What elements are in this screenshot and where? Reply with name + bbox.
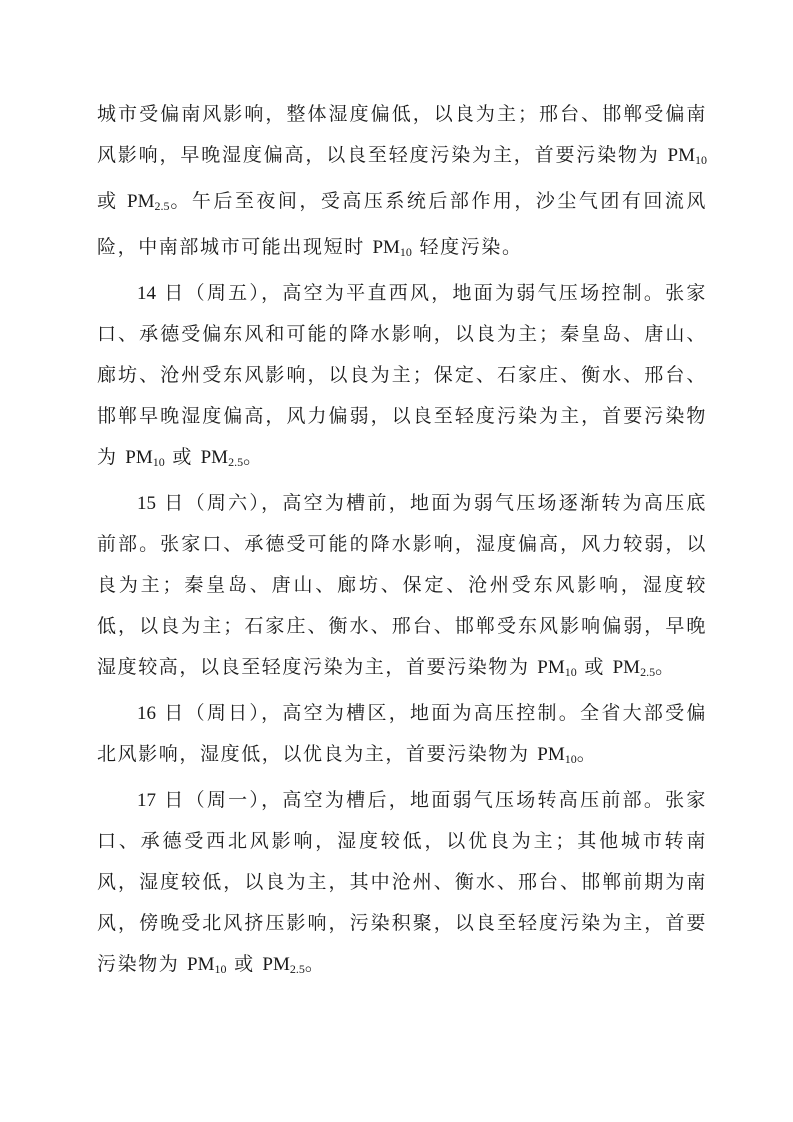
subscript-text: 10: [564, 665, 577, 679]
paragraph-text: 日（周六），高空为槽前，地面为弱气压场逐渐转为高压底前部。张家口、承德受可能的降水影响，湿度偏高，风力较弱，以良为主；秦皇岛、唐山、廊坊、保定、沧州受东风影响，湿度较低，以良为主；石家庄、衡水、邢台、邯郸受东风影响偏弱，早晚湿度较高，以良至轻度污染为主，首要污染物为: [97, 492, 707, 678]
paragraph-text: 。: [304, 953, 326, 975]
paragraph-day-17: [97, 780, 707, 990]
latin-text: PM: [200, 447, 229, 468]
subscript-text: 2.5: [640, 665, 656, 679]
latin-text: 17: [137, 790, 156, 811]
latin-text: PM: [537, 744, 565, 765]
latin-text: 15: [137, 493, 156, 514]
paragraph-text: 或: [226, 953, 263, 975]
subscript-text: 2.5: [228, 455, 244, 469]
paragraph-city-forecast-continued: [97, 94, 715, 273]
latin-text: PM: [125, 447, 153, 468]
latin-text: PM: [612, 657, 641, 678]
latin-text: PM: [262, 954, 290, 975]
paragraph-text: 日（周五），高空为平直西风，地面为弱气压场控制。张家口、承德受偏东风和可能的降水影响，以良为主；秦皇岛、唐山、廊坊、沧州受东风影响，以良为主；保定、石家庄、衡水、邢台、邯郸早晚湿度偏高，风力偏弱，以良至轻度污染为主，首要污染物为: [97, 282, 707, 468]
latin-text: PM: [372, 237, 400, 258]
paragraph-text: 。: [576, 743, 598, 765]
subscript-text: 10: [399, 245, 412, 259]
latin-text: 16: [137, 703, 156, 724]
paragraph-text: 或: [576, 656, 613, 678]
latin-text: 14: [137, 283, 156, 304]
paragraph-day-15: [97, 483, 707, 693]
paragraph-text: 日（周日），高空为槽区，地面为高压控制。全省大部受偏北风影响，湿度低，以优良为主，首要污染物为: [97, 702, 707, 765]
paragraph-day-16: [97, 693, 707, 780]
subscript-text: 2.5: [289, 962, 305, 976]
subscript-text: 2.5: [154, 199, 170, 213]
latin-text: PM: [187, 954, 215, 975]
paragraph-day-14: [97, 273, 707, 483]
paragraph-text: 日（周一），高空为槽后，地面弱气压场转高压前部。张家口、承德受西北风影响，湿度较低，以优良为主；其他城市转南风，湿度较低，以良为主，其中沧州、衡水、邢台、邯郸前期为南风，傍晚受北风挤压影响，污染积聚，以良至轻度污染为主，首要污染物为: [97, 789, 707, 975]
paragraph-text: 或: [97, 144, 715, 212]
latin-text: PM: [667, 145, 695, 166]
subscript-text: 10: [214, 962, 227, 976]
document-body: [97, 94, 715, 990]
paragraph-text: 。: [243, 446, 264, 468]
paragraph-text: 。午后至夜间，受高压系统后部作用，沙尘气团有回流风险，中南部城市可能出现短时: [97, 190, 707, 258]
paragraph-text: 城市受偏南风影响，整体湿度偏低，以良为主；邢台、邯郸受偏南风影响，早晚湿度偏高，以良至轻度污染为主，首要污染物为: [97, 103, 707, 166]
subscript-text: 10: [152, 455, 165, 469]
subscript-text: 10: [564, 752, 577, 766]
paragraph-text: 或: [164, 446, 201, 468]
latin-text: PM: [127, 191, 155, 212]
latin-text: PM: [537, 657, 565, 678]
paragraph-text: 轻度污染。: [411, 236, 523, 258]
subscript-text: 10: [695, 153, 707, 167]
paragraph-text: 。: [655, 656, 676, 678]
